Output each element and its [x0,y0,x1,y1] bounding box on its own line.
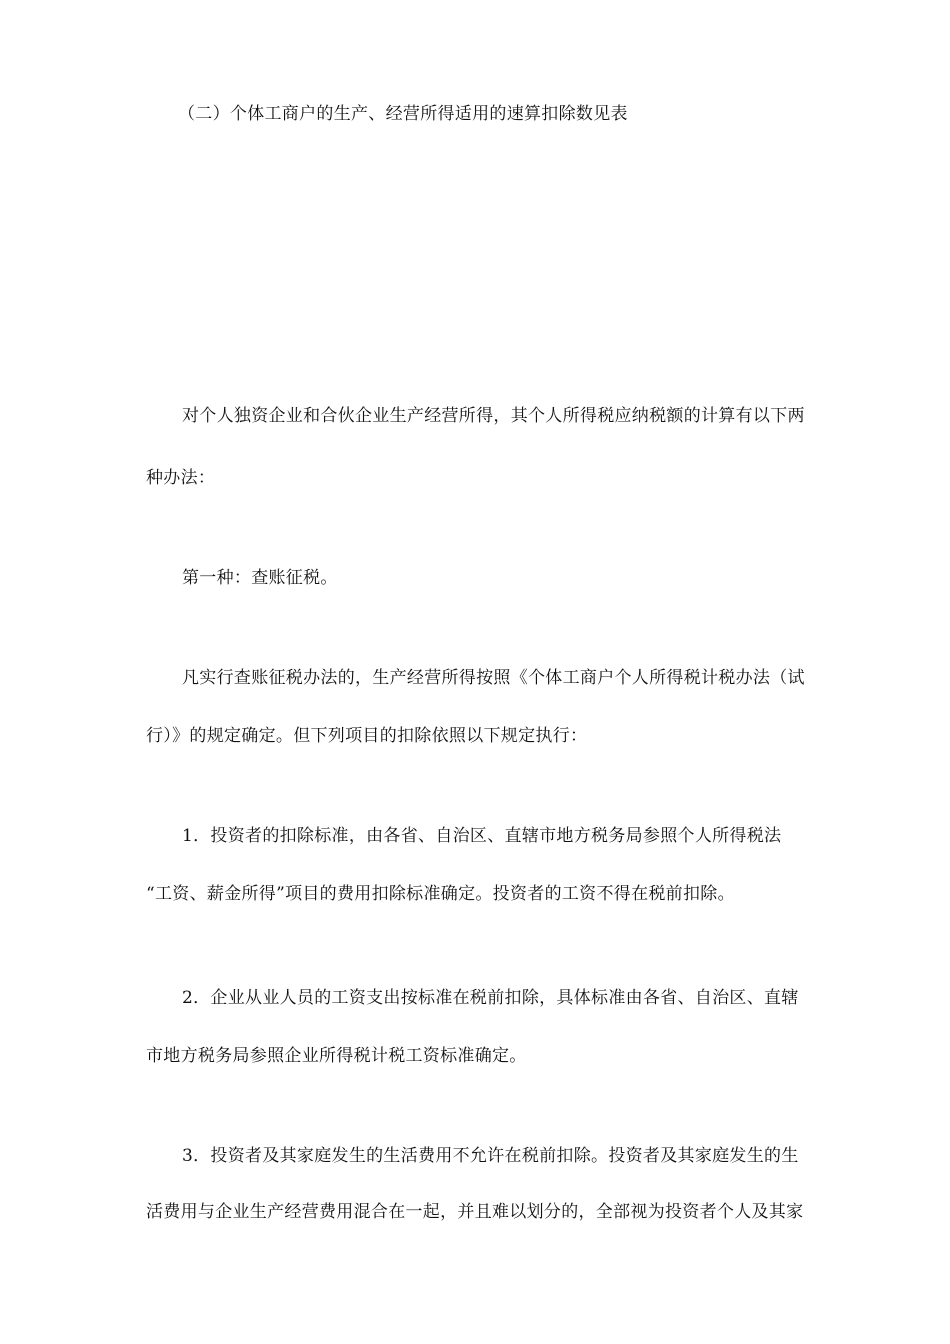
paragraph-audit-line-2: 行）》的规定确定。但下列项目的扣除依照以下规定执行： [146,726,588,746]
list-item-2-line-2: 市地方税务局参照企业所得税计税工资标准确定。 [146,1046,527,1066]
paragraph-audit-line-1: 凡实行查账征税办法的，生产经营所得按照《个体工商户个人所得税计税办法（试 [182,668,805,688]
paragraph-intro-line-1: 对个人独资企业和合伙企业生产经营所得，其个人所得税应纳税额的计算有以下两 [182,406,805,426]
list-item-1-line-1: 1．投资者的扣除标准，由各省、自治区、直辖市地方税务局参照个人所得税法 [182,826,782,846]
list-item-1-line-2: “工资、薪金所得”项目的费用扣除标准确定。投资者的工资不得在税前扣除。 [146,884,735,904]
list-item-3-line-2: 活费用与企业生产经营费用混合在一起，并且难以划分的，全部视为投资者个人及其家 [146,1202,804,1222]
list-item-3-line-1: 3．投资者及其家庭发生的生活费用不允许在税前扣除。投资者及其家庭发生的生 [182,1146,799,1166]
paragraph-method-one: 第一种：查账征税。 [182,568,338,588]
section-heading: （二）个体工商户的生产、经营所得适用的速算扣除数见表 [178,104,628,124]
list-item-2-line-1: 2．企业从业人员的工资支出按标准在税前扣除，具体标准由各省、自治区、直辖 [182,988,799,1008]
paragraph-intro-line-2: 种办法： [146,468,216,488]
